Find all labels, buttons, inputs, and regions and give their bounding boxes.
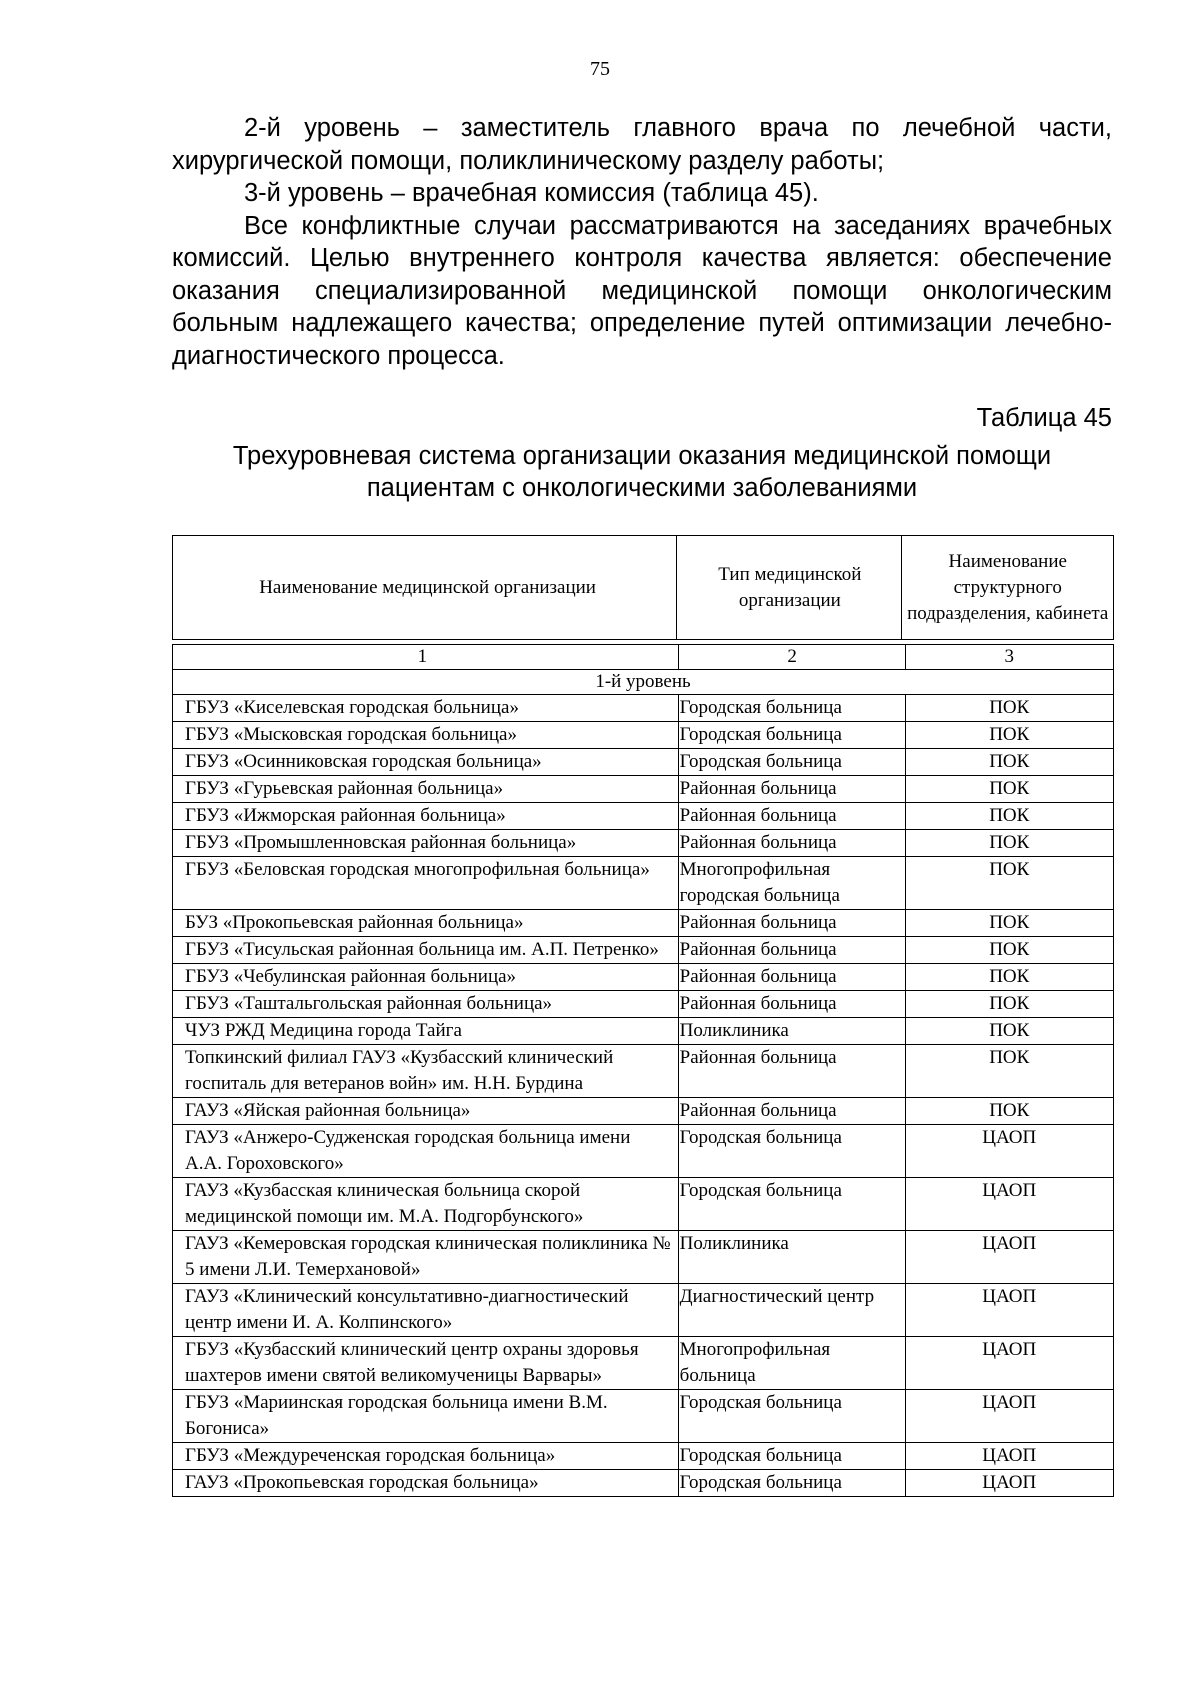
type-cell: Районная больница (678, 1098, 905, 1125)
org-cell: ГБУЗ «Киселевская городская больница» (173, 695, 679, 722)
table-row (173, 803, 1114, 830)
org-cell: ГБУЗ «Промышленновская районная больница» (173, 830, 679, 857)
unit-cell: ЦАОП (905, 1470, 1114, 1497)
org-cell: Топкинский филиал ГАУЗ «Кузбасский клинический госпиталь для ветеранов войн» им. Н.Н. Бурдина (173, 1045, 679, 1098)
table-row (173, 1045, 1114, 1098)
column-number-row (173, 645, 1114, 670)
type-cell: Городская больница (678, 722, 905, 749)
type-cell: Поликлиника (678, 1018, 905, 1045)
unit-cell: ПОК (905, 991, 1114, 1018)
type-cell: Городская больница (678, 749, 905, 776)
table-row (173, 1178, 1114, 1231)
unit-cell: ПОК (905, 1098, 1114, 1125)
data-table (172, 644, 1114, 1497)
table-row (173, 964, 1114, 991)
type-cell: Городская больница (678, 1390, 905, 1443)
table-label: Таблица 45 (976, 404, 1112, 432)
type-cell: Городская больница (678, 1443, 905, 1470)
type-cell: Городская больница (678, 1470, 905, 1497)
type-cell: Районная больница (678, 830, 905, 857)
org-cell: ГАУЗ «Анжеро-Судженская городская больница имени А.А. Гороховского» (173, 1125, 679, 1178)
header-unit: Наименование структурного подразделения, кабинета (902, 536, 1114, 640)
body-text (172, 112, 1112, 372)
table-title-line: пациентам с онкологическими заболеваниями (366, 474, 918, 502)
table-title-line: Трехуровневая система организации оказания медицинской помощи (232, 442, 1052, 470)
unit-cell: ЦАОП (905, 1390, 1114, 1443)
org-cell: ГАУЗ «Кузбасская клиническая больница скорой медицинской помощи им. М.А. Подгорбунского» (173, 1178, 679, 1231)
table-row (173, 991, 1114, 1018)
type-cell: Районная больница (678, 910, 905, 937)
table-row (173, 749, 1114, 776)
unit-cell: ПОК (905, 1018, 1114, 1045)
table-row (173, 1443, 1114, 1470)
table-row (173, 1018, 1114, 1045)
table-row (173, 722, 1114, 749)
paragraph: 3-й уровень – врачебная комиссия (таблица 45). (244, 179, 819, 207)
unit-cell: ЦАОП (905, 1337, 1114, 1390)
type-cell: Районная больница (678, 991, 905, 1018)
table-row (173, 1098, 1114, 1125)
type-cell: Поликлиника (678, 1231, 905, 1284)
header-type: Тип медицинской организации (677, 536, 902, 640)
unit-cell: ПОК (905, 857, 1114, 910)
org-cell: ГБУЗ «Кузбасский клинический центр охраны здоровья шахтеров имени святой великомученицы Варвары» (173, 1337, 679, 1390)
unit-cell: ЦАОП (905, 1443, 1114, 1470)
paragraph: Все конфликтные случаи рассматриваются на заседаниях врачебных комиссий. Целью внутреннего контроля качества является: обеспечение оказания специализированной медицинской помощи онкологическим больным надлежащего качества; определение путей оптимизации лечебно-диагностического процесса. (172, 211, 1112, 370)
paragraph: 2-й уровень – заместитель главного врача по лечебной части, хирургической помощи, поликлиническому разделу работы; (172, 114, 1112, 175)
header-org: Наименование медицинской организации (173, 536, 677, 640)
unit-cell: ЦАОП (905, 1231, 1114, 1284)
org-cell: ГБУЗ «Таштальгольская районная больница» (173, 991, 679, 1018)
type-cell: Многопрофильная больница (678, 1337, 905, 1390)
table-row (173, 1125, 1114, 1178)
table-row (173, 910, 1114, 937)
table-row (173, 1284, 1114, 1337)
page-number: 75 (590, 58, 610, 80)
unit-cell: ПОК (905, 803, 1114, 830)
org-cell: БУЗ «Прокопьевская районная больница» (173, 910, 679, 937)
type-cell: Районная больница (678, 937, 905, 964)
col-number: 1 (173, 645, 679, 670)
col-number: 3 (905, 645, 1114, 670)
table-title (172, 440, 1112, 504)
org-cell: ГБУЗ «Гурьевская районная больница» (173, 776, 679, 803)
unit-cell: ПОК (905, 749, 1114, 776)
org-cell: ГАУЗ «Кемеровская городская клиническая поликлиника № 5 имени Л.И. Темерхановой» (173, 1231, 679, 1284)
unit-cell: ЦАОП (905, 1178, 1114, 1231)
org-cell: ЧУЗ РЖД Медицина города Тайга (173, 1018, 679, 1045)
table-row (173, 857, 1114, 910)
org-cell: ГБУЗ «Беловская городская многопрофильная больница» (173, 857, 679, 910)
org-cell: ГАУЗ «Прокопьевская городская больница» (173, 1470, 679, 1497)
table-row (173, 695, 1114, 722)
org-cell: ГБУЗ «Междуреченская городская больница» (173, 1443, 679, 1470)
col-number: 2 (678, 645, 905, 670)
org-cell: ГАУЗ «Клинический консультативно-диагностический центр имени И. А. Колпинского» (173, 1284, 679, 1337)
type-cell: Районная больница (678, 803, 905, 830)
unit-cell: ПОК (905, 776, 1114, 803)
type-cell: Районная больница (678, 1045, 905, 1098)
org-cell: ГБУЗ «Тисульская районная больница им. А.П. Петренко» (173, 937, 679, 964)
unit-cell: ПОК (905, 910, 1114, 937)
unit-cell: ПОК (905, 695, 1114, 722)
unit-cell: ПОК (905, 830, 1114, 857)
type-cell: Диагностический центр (678, 1284, 905, 1337)
type-cell: Городская больница (678, 695, 905, 722)
unit-cell: ПОК (905, 937, 1114, 964)
type-cell: Городская больница (678, 1178, 905, 1231)
unit-cell: ПОК (905, 722, 1114, 749)
table-header (172, 535, 1114, 640)
org-cell: ГБУЗ «Мысковская городская больница» (173, 722, 679, 749)
table-row (173, 1337, 1114, 1390)
unit-cell: ЦАОП (905, 1284, 1114, 1337)
table-row (173, 830, 1114, 857)
org-cell: ГБУЗ «Чебулинская районная больница» (173, 964, 679, 991)
table-row (173, 1470, 1114, 1497)
type-cell: Городская больница (678, 1125, 905, 1178)
unit-cell: ЦАОП (905, 1125, 1114, 1178)
table-row (173, 1231, 1114, 1284)
level-row (173, 670, 1114, 695)
table-row (173, 1390, 1114, 1443)
org-cell: ГБУЗ «Ижморская районная больница» (173, 803, 679, 830)
org-cell: ГБУЗ «Мариинская городская больница имени В.М. Богониса» (173, 1390, 679, 1443)
type-cell: Многопрофильная городская больница (678, 857, 905, 910)
type-cell: Районная больница (678, 964, 905, 991)
org-cell: ГБУЗ «Осинниковская городская больница» (173, 749, 679, 776)
table-row (173, 776, 1114, 803)
level-label: 1-й уровень (173, 670, 1114, 695)
unit-cell: ПОК (905, 964, 1114, 991)
type-cell: Районная больница (678, 776, 905, 803)
org-cell: ГАУЗ «Яйская районная больница» (173, 1098, 679, 1125)
table-row (173, 937, 1114, 964)
unit-cell: ПОК (905, 1045, 1114, 1098)
